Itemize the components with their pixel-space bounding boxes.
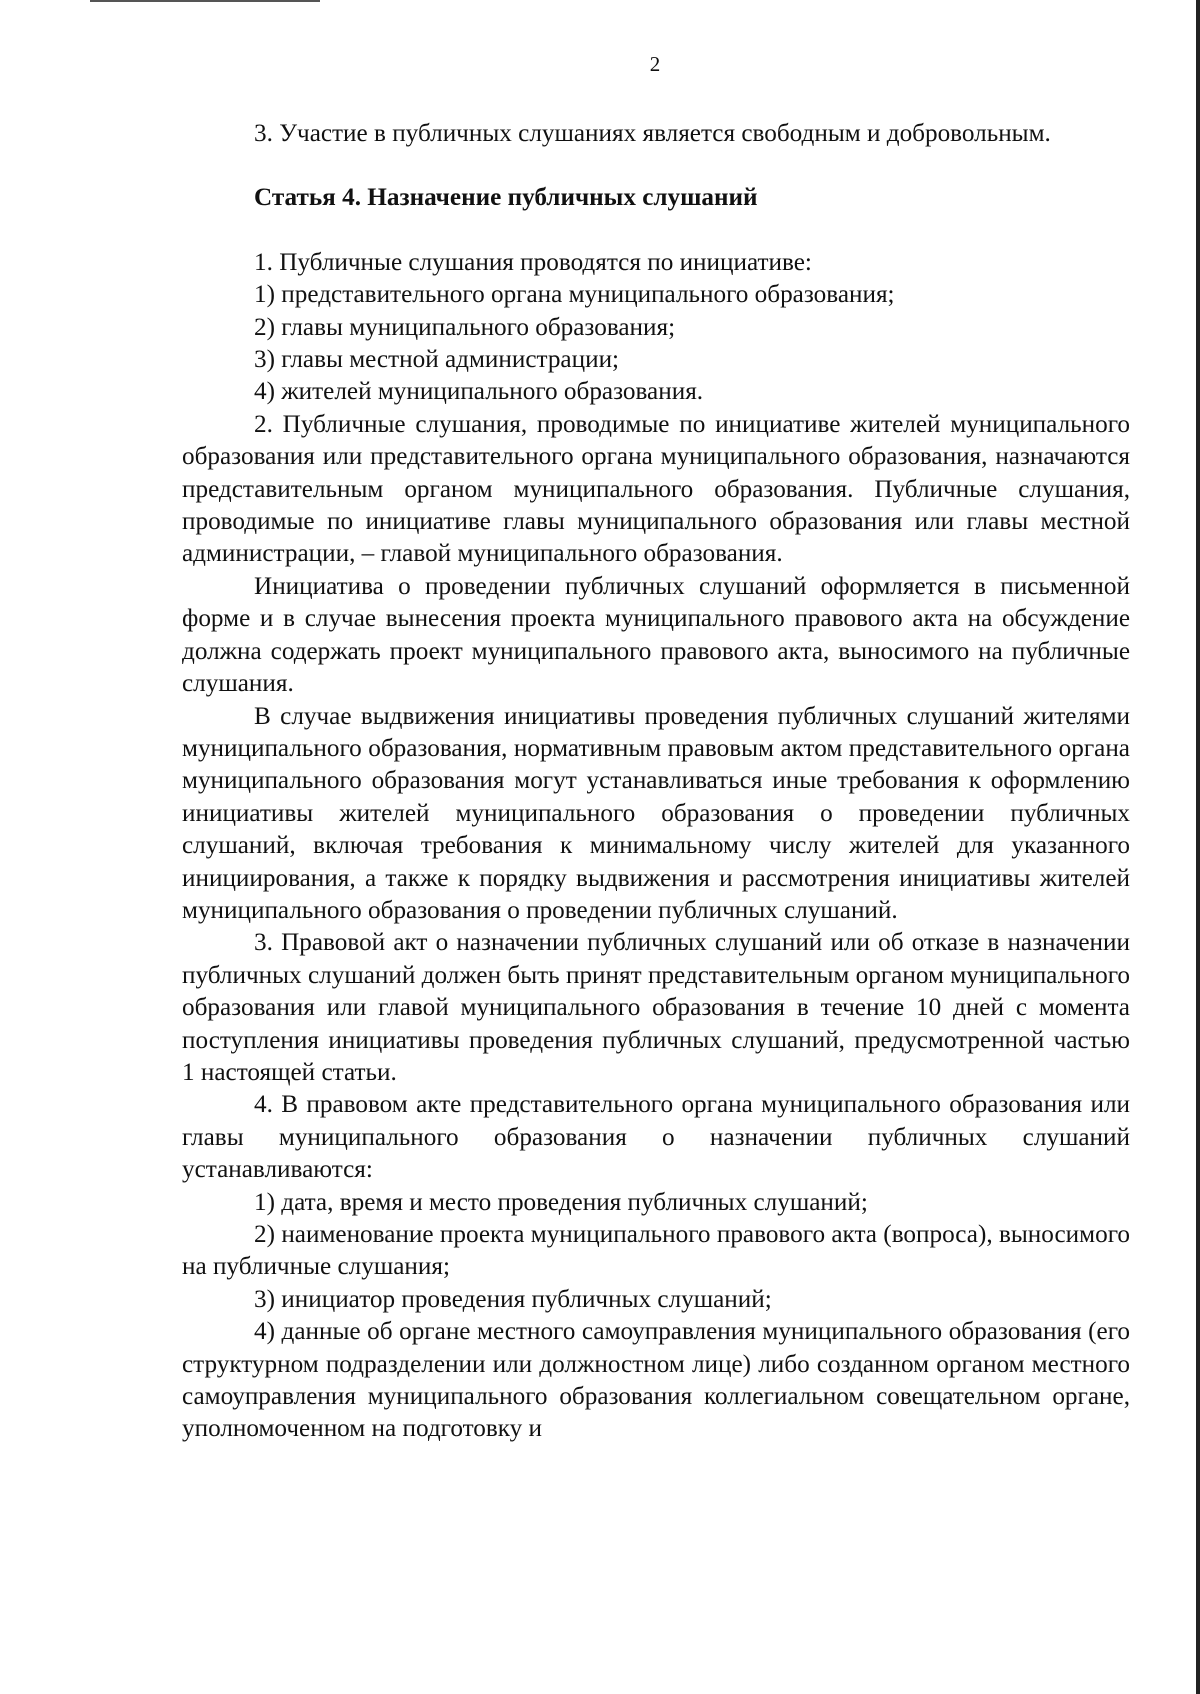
- paragraph: Инициатива о проведении публичных слушаний оформляется в письменной форме и в случае вынесения проекта муниципального правового акта на обсуждение должна содержать проект муниципального правового акта, выносимого на публичные слушания.: [182, 572, 1130, 698]
- list-item: 1) представительного органа муниципального образования;: [254, 281, 895, 309]
- list-item: 3) инициатор проведения публичных слушаний;: [254, 1285, 772, 1313]
- list-item: 4) жителей муниципального образования.: [254, 378, 704, 406]
- scan-artifact-top: [90, 0, 320, 2]
- scan-artifact-edge: [1196, 0, 1200, 1694]
- document-body: [182, 118, 1130, 1446]
- paragraph: 3. Правовой акт о назначении публичных слушаний или об отказе в назначении публичных слушаний должен быть принят представительным органом муниципального образования или главой муниципального образования в течение 10 дней с момента поступления инициативы проведения публичных слушаний, предусмотренной частью 1 настоящей статьи.: [182, 929, 1130, 1086]
- article-heading: Статья 4. Назначение публичных слушаний: [254, 184, 758, 212]
- list-item: 2) наименование проекта муниципального правового акта (вопроса), выносимого на публичные слушания;: [182, 1221, 1130, 1281]
- page-number: 2: [649, 52, 661, 76]
- paragraph-intro: 3. Участие в публичных слушаниях является свободным и добровольным.: [254, 120, 1051, 147]
- list-item: 2) главы муниципального образования;: [254, 313, 676, 341]
- list-item: 1) дата, время и место проведения публичных слушаний;: [254, 1188, 868, 1216]
- paragraph: 2. Публичные слушания, проводимые по инициативе жителей муниципального образования или представительного органа муниципального образования, назначаются представительным органом муниципального образования. Публичные слушания, проводимые по инициативе главы муниципального образования или главы местной администрации, – главой муниципального образования.: [182, 410, 1130, 568]
- paragraph: 4. В правовом акте представительного органа муниципального образования или главы муниципального образования о назначении публичных слушаний устанавливаются:: [182, 1091, 1130, 1184]
- list-item: 3) главы местной администрации;: [254, 346, 620, 374]
- paragraph: В случае выдвижения инициативы проведения публичных слушаний жителями муниципального образования, нормативным правовым актом представительного органа муниципального образования могут устанавливаться иные требования к оформлению инициативы жителей муниципального образования о проведении публичных слушаний, включая требования к минимальному числу жителей для указанного инициирования, а также к порядку выдвижения и рассмотрения инициативы жителей муниципального образования о проведении публичных слушаний.: [182, 702, 1130, 924]
- list-item: 4) данные об органе местного самоуправления муниципального образования (его структурном подразделении или должностном лице) либо созданном органом местного самоуправления муниципального образования коллегиальном совещательном органе, уполномоченном на подготовку и: [182, 1318, 1130, 1443]
- paragraph: 1. Публичные слушания проводятся по инициативе:: [254, 248, 812, 276]
